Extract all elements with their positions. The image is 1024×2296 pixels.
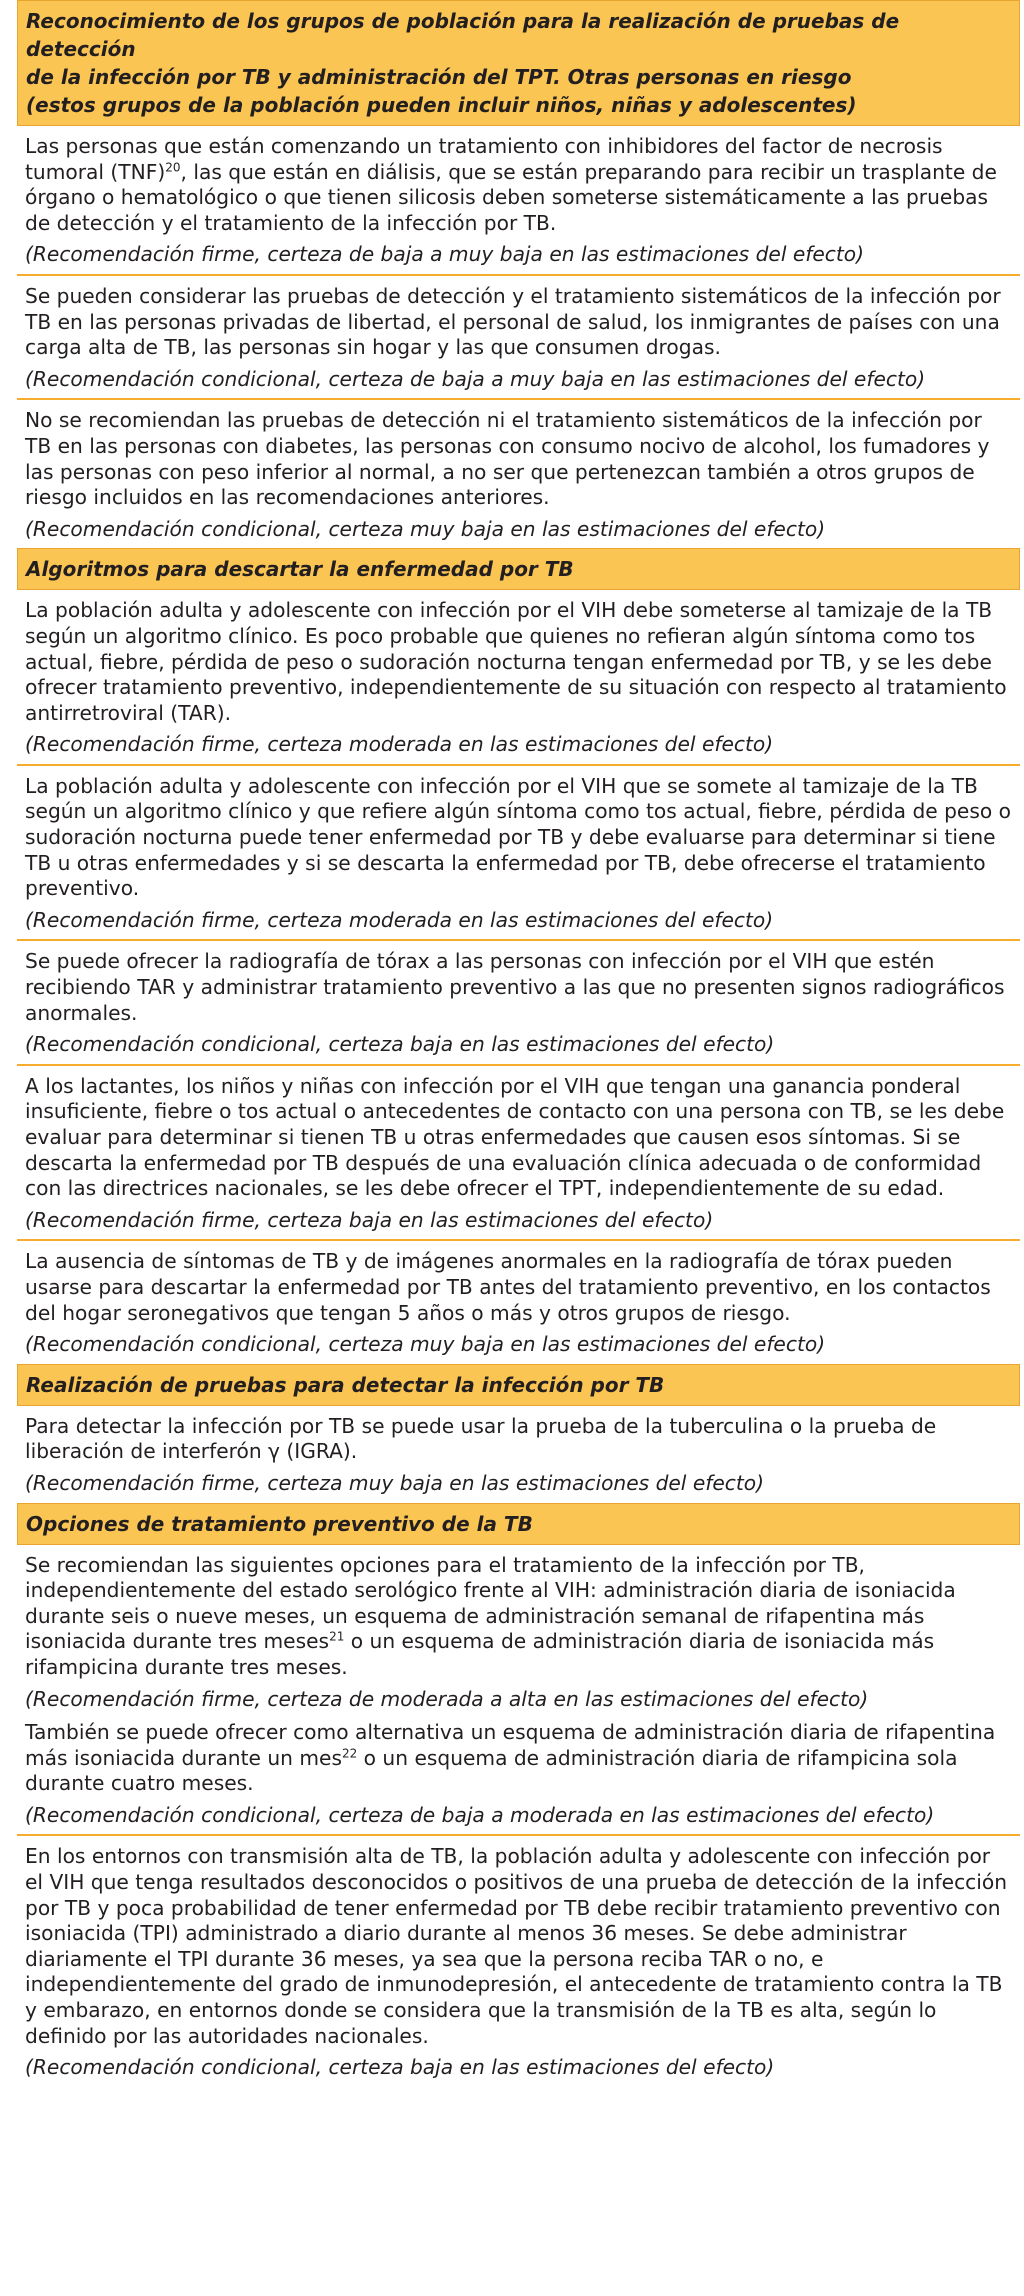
- recommendation-strength: (Recomendación firme, certeza baja en las estimaciones del efecto): [25, 1207, 714, 1232]
- recommendation-item: [17, 939, 1020, 1063]
- section-heading: [17, 1364, 1020, 1406]
- recommendation-text-part: Se pueden considerar las pruebas de detección y el tratamiento sistemáticos de la infección por TB en las personas privadas de libertad, el personal de salud, los inmigrantes de países con una carga alta de TB, las personas sin hogar y las que consumen drogas.: [25, 283, 1001, 360]
- footnote-reference: 21: [329, 1629, 345, 1644]
- recommendation-text-part: Se recomiendan las siguientes opciones para el tratamiento de la infección por TB, independientemente del estado serológico frente al VIH: administración diaria de isoniacida durante seis o nueve meses, un esquema de administración semanal de rifapentina más isoniacida durante tres meses: [25, 1552, 956, 1654]
- recommendation-item: [17, 274, 1020, 398]
- recommendation-strength: (Recomendación firme, certeza moderada en las estimaciones del efecto): [25, 732, 774, 757]
- recommendation-text: [25, 408, 1012, 510]
- recommendation-text-part: A los lactantes, los niños y niñas con infección por el VIH que tengan una ganancia ponderal insuficiente, fiebre o tos actual o antecedentes de contacto con una persona con TB, se les debe evaluar para determinar si tienen TB u otras enfermedades que causen esos síntomas. Si se descarta la enfermedad por TB después de una evaluación clínica adecuada o de conformidad con las directrices nacionales, se les debe ofrecer el TPT, independientemente de su edad.: [25, 1073, 1005, 1201]
- footnote-reference: 20: [165, 159, 181, 174]
- recommendation-text: [25, 1074, 1012, 1202]
- recommendation-item: [17, 1718, 1020, 1834]
- recommendation-text: [25, 1553, 1012, 1681]
- section-heading-line: Opciones de tratamiento preventivo de la TB: [26, 1511, 533, 1536]
- recommendation-strength: (Recomendación firme, certeza de moderada a alta en las estimaciones del efecto): [25, 1686, 869, 1711]
- recommendation-item: [17, 398, 1020, 548]
- recommendation-text-part: La población adulta y adolescente con infección por el VIH debe someterse al tamizaje de la TB según un algoritmo clínico. Es poco probable que quienes no refieran algún síntoma como tos actual, fiebre, pérdida de peso o sudoración nocturna tengan enfermedad por TB, y se les debe ofrecer tratamiento preventivo, independientemente de su situación con respecto al tratamiento antirretroviral (TAR).: [25, 598, 1007, 725]
- recommendation-item: [17, 1239, 1020, 1363]
- recommendation-item: [17, 1064, 1020, 1240]
- recommendation-item: [17, 1406, 1020, 1503]
- recommendation-text-part: Las personas que están comenzando un tratamiento con inhibidores del factor de necrosis tumoral (TNF): [25, 134, 943, 184]
- recommendation-text-part: La ausencia de síntomas de TB y de imágenes anormales en la radiografía de tórax pueden usarse para descartar la enfermedad por TB antes del tratamiento preventivo, en los contactos del hogar seronegativos que tengan 5 años o más y otros grupos de riesgo.: [25, 1249, 991, 1325]
- recommendation-strength: (Recomendación condicional, certeza de baja a moderada en las estimaciones del efecto): [25, 1802, 935, 1827]
- recommendation-item: [17, 1545, 1020, 1719]
- recommendation-text-part: , las que están en diálisis, que se están preparando para recibir un trasplante de órgano o hematológico o que tienen silicosis deben someterse sistemáticamente a las pruebas de detección y el tratamiento de la infección por TB.: [25, 159, 997, 235]
- recommendation-text: [25, 284, 1012, 361]
- recommendation-text-part: o un esquema de administración diaria de rifampicina sola durante cuatro meses.: [25, 1745, 958, 1796]
- section-heading-line: (estos grupos de la población pueden incluir niños, niñas y adolescentes): [26, 93, 857, 117]
- recommendation-text-part: En los entornos con transmisión alta de TB, la población adulta y adolescente con infección por el VIH que tenga resultados desconocidos o positivos de una prueba de detección de la infección por TB y poca probabilidad de tener enfermedad por TB debe recibir tratamiento preventivo con isoniacida (TPI) administrado a diario durante al menos 36 meses. Se debe administrar diariamente el TPI durante 36 meses, ya sea que la persona reciba TAR o no, e independientemente del grado de inmunodepresión, el antecedente de tratamiento contra la TB y embarazo, en entornos donde se considera que la transmisión de la TB es alta, según lo definido por las autoridades nacionales.: [25, 1844, 1008, 2048]
- recommendation-strength: (Recomendación condicional, certeza de baja a muy baja en las estimaciones del efecto): [25, 366, 926, 391]
- recommendation-item: [17, 764, 1020, 940]
- recommendation-text: [25, 134, 1012, 236]
- recommendation-text: [25, 774, 1012, 902]
- section-heading-line: Realización de pruebas para detectar la infección por TB: [26, 1372, 665, 1397]
- recommendation-text-part: No se recomiendan las pruebas de detección ni el tratamiento sistemáticos de la infección por TB en las personas con diabetes, las personas con consumo nocivo de alcohol, los fumadores y las personas con peso inferior al normal, a no ser que pertenezcan también a otros grupos de riesgo incluidos en las recomendaciones anteriores.: [25, 408, 990, 510]
- recommendation-text-part: Se puede ofrecer la radiografía de tórax a las personas con infección por el VIH que estén recibiendo TAR y administrar tratamiento preventivo a las que no presenten signos radiográficos anormales.: [25, 949, 1005, 1025]
- recommendation-text: [25, 1414, 1012, 1465]
- recommendations-table: [17, 0, 1020, 2087]
- section-heading: [17, 0, 1020, 126]
- section-heading: [17, 1503, 1020, 1545]
- recommendation-strength: (Recomendación firme, certeza moderada en las estimaciones del efecto): [25, 907, 774, 932]
- section-heading-line: de la infección por TB y administración del TPT. Otras personas en riesgo: [26, 65, 852, 89]
- footnote-reference: 22: [341, 1745, 358, 1760]
- section-heading-line: Reconocimiento de los grupos de población para la realización de pruebas de detección: [26, 9, 900, 61]
- recommendation-text: [25, 1844, 1012, 2049]
- recommendation-text-part: Para detectar la infección por TB se puede usar la prueba de la tuberculina o la prueba de liberación de interferón γ (IGRA).: [25, 1413, 937, 1464]
- recommendation-strength: (Recomendación condicional, certeza muy baja en las estimaciones del efecto): [25, 516, 826, 541]
- section-heading: [17, 548, 1020, 590]
- recommendation-strength: (Recomendación condicional, certeza baja en las estimaciones del efecto): [25, 2055, 775, 2080]
- recommendation-text-part: o un esquema de administración diaria de isoniacida más rifampicina durante tres meses.: [25, 1629, 935, 1679]
- recommendation-text: [25, 1720, 1012, 1797]
- recommendation-text-part: También se puede ofrecer como alternativa un esquema de administración diaria de rifapentina más isoniacida durante un mes: [25, 1720, 996, 1770]
- recommendation-text-part: La población adulta y adolescente con infección por el VIH que se somete al tamizaje de la TB según un algoritmo clínico y que refiere algún síntoma como tos actual, fiebre, pérdida de peso o sudoración nocturna puede tener enfermedad por TB y debe evaluarse para determinar si tiene TB u otras enfermedades y si se descarta la enfermedad por TB, debe ofrecerse el tratamiento preventivo.: [25, 773, 1011, 901]
- recommendation-item: [17, 126, 1020, 274]
- recommendation-strength: (Recomendación condicional, certeza muy baja en las estimaciones del efecto): [25, 1332, 826, 1357]
- recommendation-text: [25, 1249, 1012, 1326]
- recommendation-item: [17, 590, 1020, 764]
- recommendation-text: [25, 598, 1012, 726]
- recommendation-strength: (Recomendación condicional, certeza baja en las estimaciones del efecto): [25, 1032, 775, 1057]
- recommendation-text: [25, 949, 1012, 1026]
- recommendation-strength: (Recomendación firme, certeza muy baja en las estimaciones del efecto): [25, 1470, 765, 1495]
- recommendation-item: [17, 1834, 1020, 2086]
- recommendation-strength: (Recomendación firme, certeza de baja a muy baja en las estimaciones del efecto): [25, 242, 865, 267]
- section-heading-line: Algoritmos para descartar la enfermedad por TB: [26, 557, 574, 582]
